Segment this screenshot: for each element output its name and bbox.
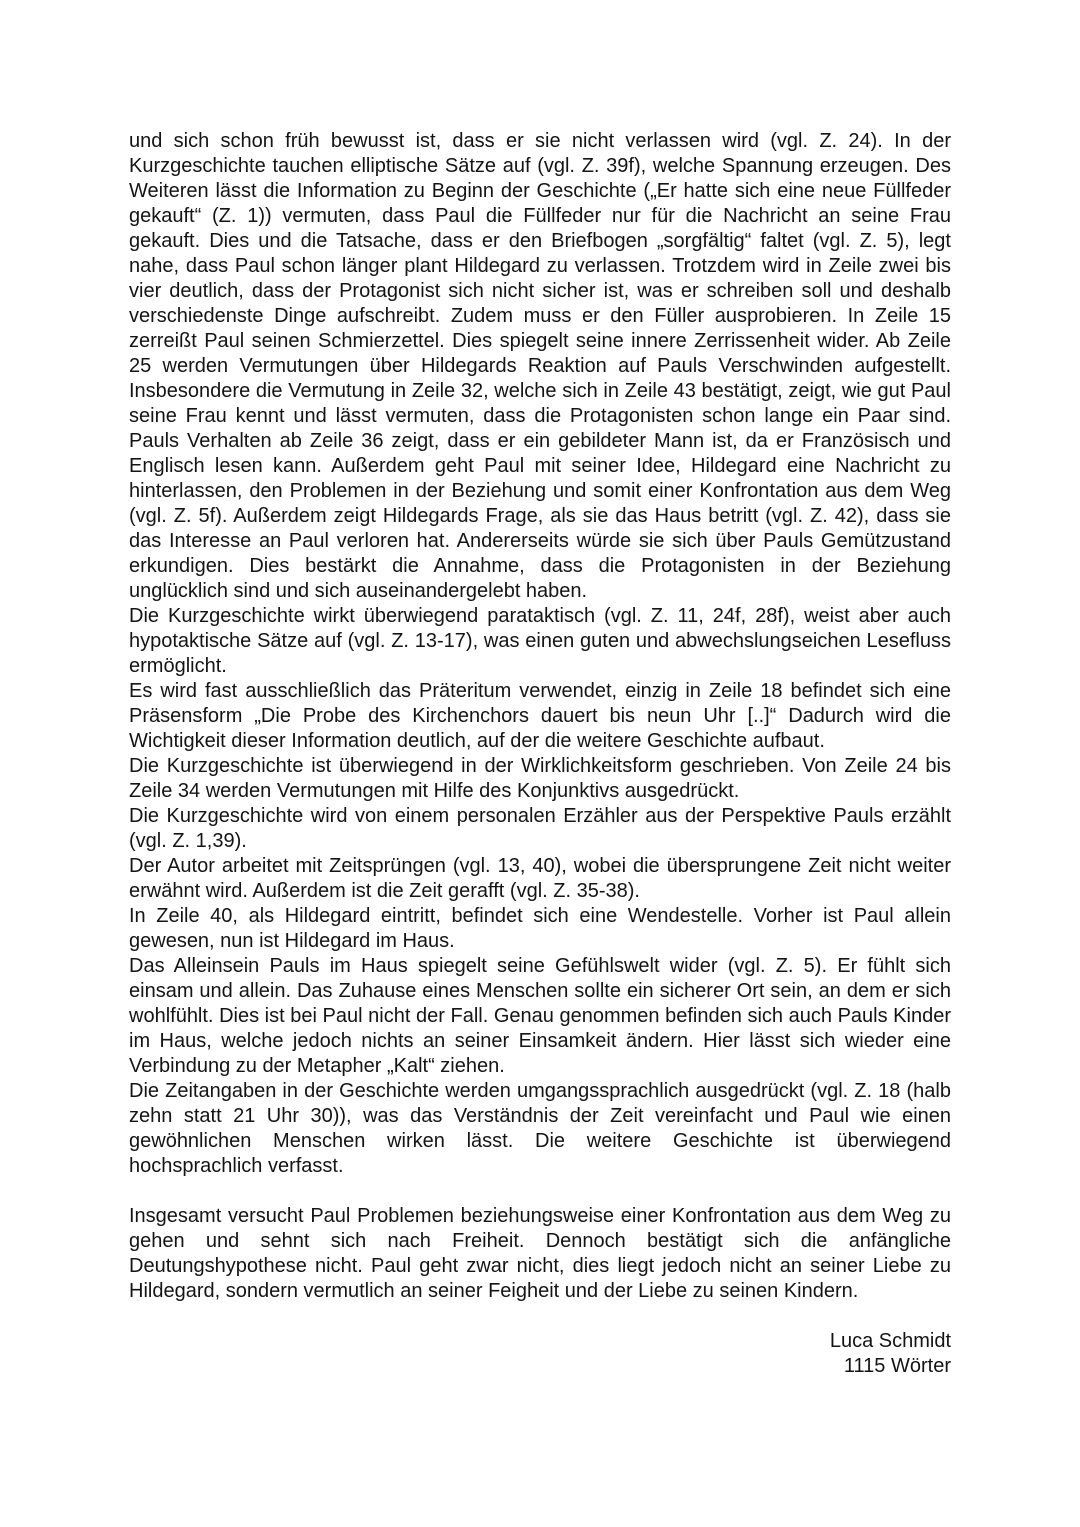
analysis-paragraph-loneliness: Das Alleinsein Pauls im Haus spiegelt seine Gefühlswelt wider (vgl. Z. 5). Er fühlt sich einsam und allein. Das Zuhause eines Menschen sollte ein sicherer Ort sein, an dem er sich wohlfühlt. Dies ist bei Paul nicht der Fall. Genau genommen befinden sich auch Pauls Kinder im Haus, welche jedoch nichts an seiner Einsamkeit ändern. Hier lässt sich wieder eine Verbindung zu der Metapher „Kalt“ ziehen.: [129, 955, 951, 1077]
conclusion-paragraph: Insgesamt versucht Paul Problemen beziehungsweise einer Konfrontation aus dem Weg zu gehen und sehnt sich nach Freiheit. Dennoch bestätigt sich die anfängliche Deutungshypothese nicht. Paul geht zwar nicht, dies liegt jedoch nicht an seiner Liebe zu Hildegard, sondern vermutlich an seiner Feigheit und der Liebe zu seinen Kindern.: [129, 1205, 951, 1302]
signature-block: [129, 1329, 951, 1379]
analysis-paragraph-mood: Die Kurzgeschichte ist überwiegend in der Wirklichkeitsform geschrieben. Von Zeile 24 bis Zeile 34 werden Vermutungen mit Hilfe des Konjunktivs ausgedrückt.: [129, 755, 951, 802]
analysis-paragraph-narrator: Die Kurzgeschichte wird von einem personalen Erzähler aus der Perspektive Pauls erzählt (vgl. Z. 1,39).: [129, 805, 951, 852]
analysis-paragraph-syntax: Die Kurzgeschichte wirkt überwiegend parataktisch (vgl. Z. 11, 24f, 28f), weist aber auch hypotaktische Sätze auf (vgl. Z. 13-17), was einen guten und abwechslungseichen Lesefluss ermöglicht.: [129, 605, 951, 677]
author-name: Luca Schmidt: [829, 1330, 951, 1352]
paragraph-spacer: [129, 1179, 951, 1204]
analysis-paragraph-tense: Es wird fast ausschließlich das Präteritum verwendet, einzig in Zeile 18 befindet sich eine Präsensform „Die Probe des Kirchenchors dauert bis neun Uhr [..]“ Dadurch wird die Wichtigkeit dieser Information deutlich, auf der die weitere Geschichte aufbaut.: [129, 680, 951, 752]
document-page: [129, 129, 951, 1379]
paragraph-spacer: [129, 1304, 951, 1329]
word-count: 1115 Wörter: [843, 1355, 951, 1377]
analysis-paragraph-turning-point: In Zeile 40, als Hildegard eintritt, befindet sich eine Wendestelle. Vorher ist Paul allein gewesen, nun ist Hildegard im Haus.: [129, 905, 951, 952]
analysis-paragraph-time-jumps: Der Autor arbeitet mit Zeitsprüngen (vgl. 13, 40), wobei die übersprungene Zeit nicht weiter erwähnt wird. Außerdem ist die Zeit gerafft (vgl. Z. 35-38).: [129, 855, 951, 902]
analysis-paragraph-1: und sich schon früh bewusst ist, dass er sie nicht verlassen wird (vgl. Z. 24). In der Kurzgeschichte tauchen elliptische Sätze auf (vgl. Z. 39f), welche Spannung erzeugen. Des Weiteren lässt die Information zu Beginn der Geschichte („Er hatte sich eine neue Füllfeder gekauft“ (Z. 1)) vermuten, dass Paul die Füllfeder nur für die Nachricht an seine Frau gekauft. Dies und die Tatsache, dass er den Briefbogen „sorgfältig“ faltet (vgl. Z. 5), legt nahe, dass Paul schon länger plant Hildegard zu verlassen. Trotzdem wird in Zeile zwei bis vier deutlich, dass der Protagonist sich nicht sicher ist, was er schreiben soll und deshalb verschiedenste Dinge aufschreibt. Zudem muss er den Füller ausprobieren. In Zeile 15 zerreißt Paul seinen Schmierzettel. Dies spiegelt seine innere Zerrissenheit wider. Ab Zeile 25 werden Vermutungen über Hildegards Reaktion auf Pauls Verschwinden aufgestellt. Insbesondere die Vermutung in Zeile 32, welche sich in Zeile 43 bestätigt, zeigt, wie gut Paul seine Frau kennt und lässt vermuten, dass die Protagonisten schon lange ein Paar sind. Pauls Verhalten ab Zeile 36 zeigt, dass er ein gebildeter Mann ist, da er Französisch und Englisch lesen kann. Außerdem geht Paul mit seiner Idee, Hildegard eine Nachricht zu hinterlassen, den Problemen in der Beziehung und somit einer Konfrontation aus dem Weg (vgl. Z. 5f). Außerdem zeigt Hildegards Frage, als sie das Haus betritt (vgl. Z. 42), dass sie das Interesse an Paul verloren hat. Andererseits würde sie sich über Pauls Gemützustand erkundigen. Dies bestärkt die Annahme, dass die Protagonisten in der Beziehung unglücklich sind und sich auseinandergelebt haben.: [129, 130, 951, 602]
analysis-paragraph-language: Die Zeitangaben in der Geschichte werden umgangssprachlich ausgedrückt (vgl. Z. 18 (halb zehn statt 21 Uhr 30)), was das Verständnis der Zeit vereinfacht und Paul wie einen gewöhnlichen Menschen wirken lässt. Die weitere Geschichte ist überwiegend hochsprachlich verfasst.: [129, 1080, 951, 1177]
